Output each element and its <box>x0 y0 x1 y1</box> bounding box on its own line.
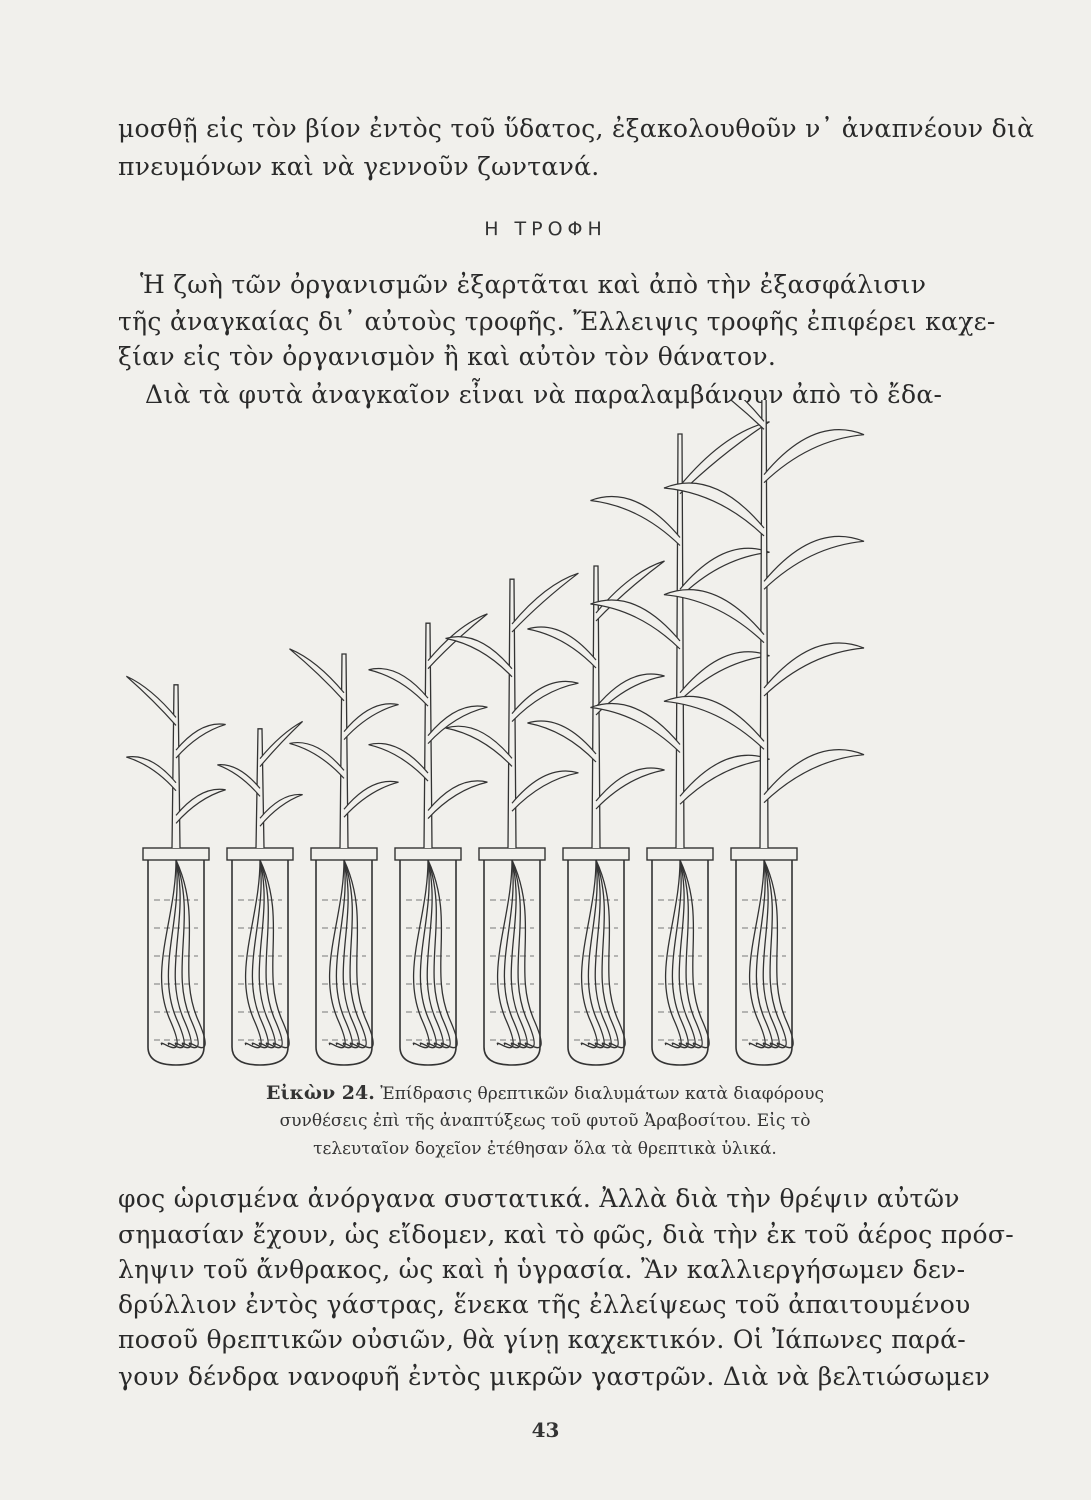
maize-leaf <box>344 781 399 817</box>
tube-stopper <box>563 848 629 860</box>
tube-stopper <box>395 848 461 860</box>
tube-stopper <box>311 848 377 860</box>
text-line: ξίαν εἰς τὸν ὀργανισμὸν ἢ καὶ αὐτὸν τὸν θάνατον. <box>118 342 777 371</box>
caption-line: Ἐπίδρασις θρεπτικῶν διαλυμάτων κατὰ διαφόρους <box>380 1084 825 1104</box>
text-line: μοσθῇ εἰς τὸν βίον ἐντὸς τοῦ ὕδατος, ἐξακολουθοῦν ν᾽ ἀναπνέουν διὰ <box>118 114 1035 143</box>
maize-leaf <box>764 750 864 803</box>
page-number: 43 <box>531 1418 560 1442</box>
text-line: πνευμόνων καὶ νὰ γεννοῦν ζωντανά. <box>118 152 600 181</box>
text-line: δρύλλιον ἐντὸς γάστρας, ἕνεκα τῆς ἐλλείψεως τοῦ ἀπαιτουμένου <box>118 1290 971 1319</box>
maize-leaf <box>369 743 428 781</box>
text-line: ποσοῦ θρεπτικῶν οὐσιῶν, θὰ γίνῃ καχεκτικόν. Οἱ Ἰάπωνες παρά- <box>118 1325 967 1354</box>
caption-line: τελευταῖον δοχεῖον ἐτέθησαν ὅλα τὰ θρεπτικὰ ὑλικά. <box>313 1139 777 1159</box>
maize-leaf <box>680 755 770 804</box>
text-line: γουν δένδρα νανοφυῆ ἐντὸς μικρῶν γαστρῶν. Διὰ νὰ βελτιώσωμεν <box>118 1362 991 1391</box>
maize-leaf <box>176 789 226 823</box>
maize-leaf <box>369 669 428 707</box>
test-tube-with-plant <box>290 649 399 1065</box>
text-line: φος ὡρισμένα ἀνόργανα συστατικά. Ἀλλὰ διὰ τὴν θρέψιν αὐτῶν <box>118 1184 960 1213</box>
test-tube-with-plant <box>446 573 579 1065</box>
tube-stopper <box>647 848 713 860</box>
maize-leaf <box>290 743 345 779</box>
maize-leaf <box>217 765 260 797</box>
test-tube-with-plant <box>664 400 864 1065</box>
maize-leaf <box>260 794 303 826</box>
maize-leaf <box>664 400 764 429</box>
maize-growth-figure <box>100 400 980 1070</box>
maize-leaf <box>512 573 578 632</box>
maize-leaf <box>428 781 487 819</box>
maize-leaf <box>596 768 665 809</box>
tube-stopper <box>479 848 545 860</box>
maize-leaf <box>290 649 345 701</box>
maize-leaf <box>446 726 512 766</box>
text-line: τῆς ἀναγκαίας δι᾽ αὐτοὺς τροφῆς. Ἔλλειψις τροφῆς ἐπιφέρει καχε- <box>118 307 996 336</box>
tube-stopper <box>227 848 293 860</box>
maize-leaf <box>764 430 864 483</box>
maize-leaf <box>512 681 578 721</box>
text-line: σημασίαν ἔχουν, ὡς εἴδομεν, καὶ τὸ φῶς, διὰ τὴν ἐκ τοῦ ἀέρος πρόσ- <box>118 1220 1014 1249</box>
maize-leaf <box>591 704 681 753</box>
tube-stopper <box>143 848 209 860</box>
maize-leaf <box>344 704 399 740</box>
maize-leaf <box>512 771 578 811</box>
maize-leaf <box>446 637 512 677</box>
section-heading: Η ΤΡΟΦΗ <box>484 218 607 240</box>
figure-caption <box>150 1080 940 1107</box>
maize-leaf <box>528 721 597 762</box>
maize-leaf <box>126 676 176 725</box>
text-line: ληψιν τοῦ ἄνθρακος, ὡς καὶ ἡ ὑγρασία. Ἂν καλλιεργήσωμεν δεν- <box>118 1255 966 1284</box>
plant-stem <box>340 654 348 848</box>
tube-stopper <box>731 848 797 860</box>
maize-leaf <box>764 536 864 589</box>
text-line: Διὰ τὰ φυτὰ ἀναγκαῖον εἶναι νὰ παραλαμβάνουν ἀπὸ τὸ ἔδα- <box>145 380 943 409</box>
plant-stem <box>172 685 180 848</box>
test-tube-with-plant <box>217 721 302 1065</box>
maize-leaf <box>528 627 597 668</box>
test-tube-with-plant <box>528 561 665 1065</box>
test-tube-with-plant <box>126 676 225 1065</box>
caption-line: συνθέσεις ἐπὶ τῆς ἀναπτύξεως τοῦ φυτοῦ Ἀραβοσίτου. Εἰς τὸ <box>279 1111 811 1131</box>
figure-label: Εἰκὼν 24. <box>265 1082 375 1104</box>
maize-leaf <box>591 497 681 546</box>
text-line: Ἡ ζωὴ τῶν ὀργανισμῶν ἐξαρτᾶται καὶ ἀπὸ τὴν ἐξασφάλισιν <box>140 270 927 299</box>
maize-leaf <box>764 643 864 696</box>
test-tube-with-plant <box>369 614 488 1065</box>
plant-stem <box>760 400 768 848</box>
maize-leaf <box>176 724 226 758</box>
maize-leaf <box>680 652 770 701</box>
maize-leaf <box>126 757 176 791</box>
